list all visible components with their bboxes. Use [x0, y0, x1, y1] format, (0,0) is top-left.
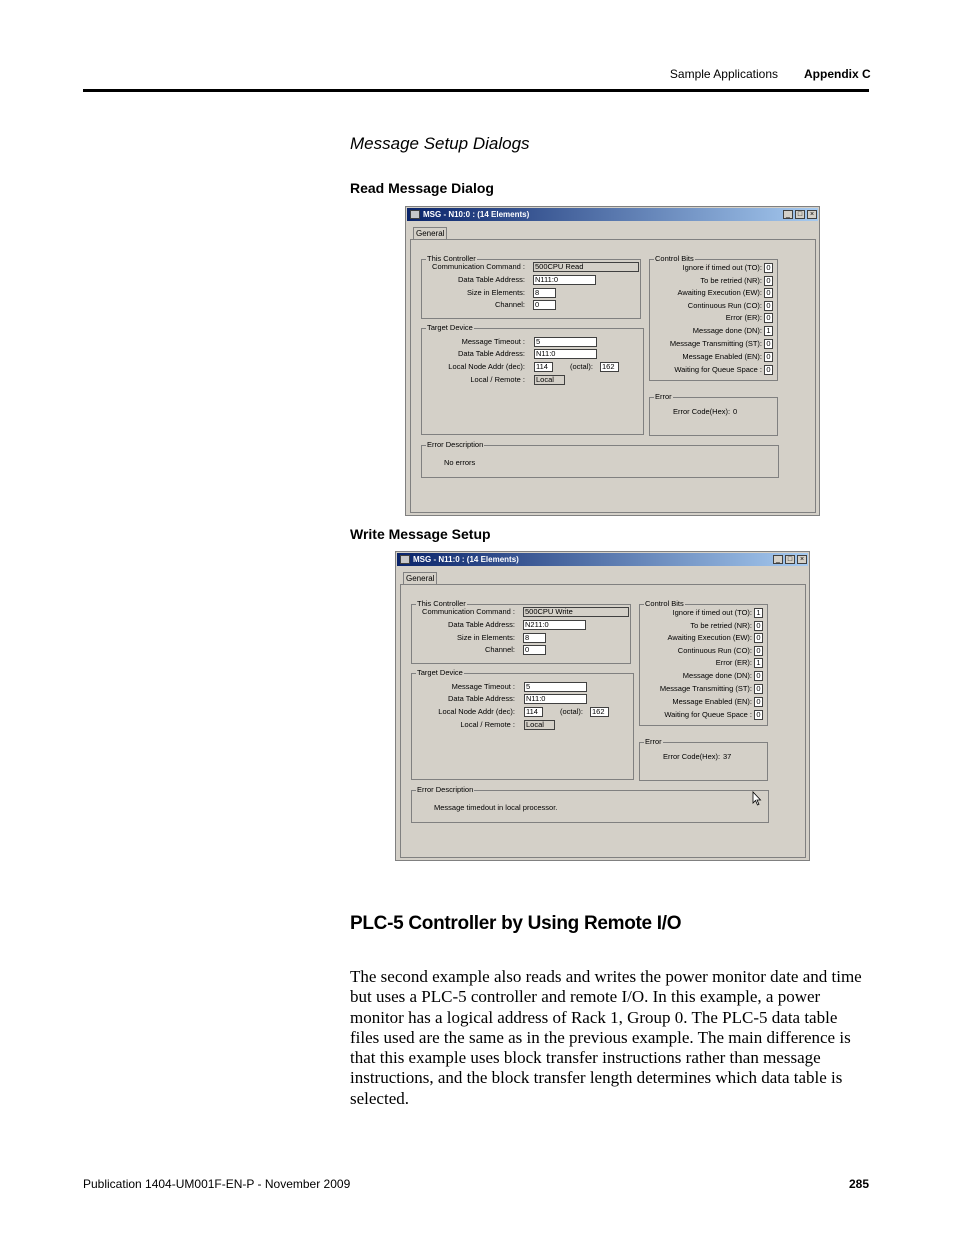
- subsection-title: Message Setup Dialogs: [350, 134, 530, 153]
- message-timeout-input[interactable]: 5: [524, 682, 587, 692]
- control-bit-label: Continuous Run (CO):: [677, 646, 752, 655]
- dialog-titlebar: [397, 553, 808, 566]
- msg-app-icon: [400, 555, 410, 564]
- local-remote-select[interactable]: Local: [534, 375, 565, 385]
- comm-command-label: Communication Command :: [422, 607, 515, 616]
- body-paragraph: The second example also reads and writes the power monitor date and time but uses a PLC-5 controller and remote I/O. In this example, a power monitor has a logical address of Rack 1, Group 0. The PLC-5 data table files used are the same as in the previous example. The main difference is that this example uses block transfer instructions rather than message instructions, and the block transfer length determines which data table is selected.: [350, 967, 862, 1108]
- control-bit-label: Error (ER):: [725, 313, 762, 322]
- group-title: Error Description: [427, 440, 484, 449]
- comm-command-select[interactable]: 500CPU Read: [533, 262, 639, 272]
- control-bit-value[interactable]: 0: [764, 276, 773, 286]
- error-code-value: 37: [723, 752, 732, 761]
- control-bit-value[interactable]: 0: [754, 710, 763, 720]
- target-data-table-address-input[interactable]: N11:0: [534, 349, 597, 359]
- control-bit-value[interactable]: 0: [754, 684, 763, 694]
- group-title: This Controller: [427, 254, 476, 263]
- control-bit-label: Message Transmitting (ST):: [669, 339, 762, 348]
- error-description-text: No errors: [444, 458, 476, 467]
- control-bit-value[interactable]: 0: [754, 633, 763, 643]
- dialog-title: MSG - N10:0 : (14 Elements): [423, 210, 530, 219]
- error-code-value: 0: [733, 407, 738, 416]
- target-data-table-address-label: Data Table Address:: [448, 694, 515, 703]
- octal-input[interactable]: 162: [590, 707, 609, 717]
- write-dialog-caption: Write Message Setup: [350, 526, 491, 542]
- control-bit-label: Message done (DN):: [682, 671, 752, 680]
- local-remote-label: Local / Remote :: [470, 375, 525, 384]
- section-heading: PLC-5 Controller by Using Remote I/O: [350, 913, 682, 934]
- running-header-appendix: Appendix C: [804, 67, 871, 81]
- error-description-text: Message timedout in local processor.: [434, 803, 558, 812]
- size-in-elements-input[interactable]: 8: [533, 288, 556, 298]
- channel-input[interactable]: 0: [523, 645, 546, 655]
- octal-input[interactable]: 162: [600, 362, 619, 372]
- data-table-address-label: Data Table Address:: [458, 275, 525, 284]
- local-remote-label: Local / Remote :: [460, 720, 515, 729]
- control-bit-value[interactable]: 1: [754, 608, 763, 618]
- control-bit-value[interactable]: 1: [754, 658, 763, 668]
- group-title: Error: [645, 737, 662, 746]
- control-bit-value[interactable]: 0: [754, 646, 763, 656]
- size-in-elements-label: Size in Elements:: [457, 633, 515, 642]
- control-bit-label: Awaiting Execution (EW):: [667, 633, 752, 642]
- channel-label: Channel:: [484, 645, 515, 654]
- read-dialog-caption: Read Message Dialog: [350, 180, 494, 196]
- group-title: Error Description: [417, 785, 474, 794]
- comm-command-label: Communication Command :: [432, 262, 525, 271]
- control-bit-label: Ignore if timed out (TO):: [672, 608, 752, 617]
- control-bit-label: Continuous Run (CO):: [687, 301, 762, 310]
- local-node-addr-label: Local Node Addr (dec):: [448, 362, 525, 371]
- control-bit-value[interactable]: 0: [764, 339, 773, 349]
- local-node-addr-input[interactable]: 114: [534, 362, 553, 372]
- tab-general[interactable]: General: [403, 572, 437, 584]
- size-in-elements-label: Size in Elements:: [467, 288, 525, 297]
- comm-command-select[interactable]: 500CPU Write: [523, 607, 629, 617]
- message-timeout-input[interactable]: 5: [534, 337, 597, 347]
- control-bit-value[interactable]: 0: [754, 671, 763, 681]
- minimize-button[interactable]: _: [783, 210, 793, 219]
- dialog-title: MSG - N11:0 : (14 Elements): [413, 555, 519, 564]
- control-bit-label: Message Enabled (EN):: [672, 697, 752, 706]
- page-number: 285: [849, 1177, 870, 1191]
- dialog-titlebar: [407, 208, 818, 221]
- message-timeout-label: Message Timeout :: [451, 682, 515, 691]
- minimize-button[interactable]: _: [773, 555, 783, 564]
- msg-app-icon: [410, 210, 420, 219]
- group-title: Error: [655, 392, 672, 401]
- data-table-address-input[interactable]: N211:0: [523, 620, 586, 630]
- close-button[interactable]: ×: [797, 555, 807, 564]
- control-bit-label: Message Enabled (EN):: [682, 352, 762, 361]
- maximize-button[interactable]: □: [795, 210, 805, 219]
- control-bit-value[interactable]: 0: [764, 263, 773, 273]
- maximize-button[interactable]: □: [785, 555, 795, 564]
- local-node-addr-input[interactable]: 114: [524, 707, 543, 717]
- local-remote-select[interactable]: Local: [524, 720, 555, 730]
- running-header-section: Sample Applications: [669, 67, 778, 81]
- mouse-pointer-icon: [752, 791, 762, 807]
- control-bit-label: Awaiting Execution (EW):: [677, 288, 762, 297]
- control-bit-label: Ignore if timed out (TO):: [682, 263, 762, 272]
- target-data-table-address-input[interactable]: N11:0: [524, 694, 587, 704]
- tab-general[interactable]: General: [413, 227, 447, 239]
- control-bit-value[interactable]: 0: [764, 365, 773, 375]
- data-table-address-input[interactable]: N111:0: [533, 275, 596, 285]
- control-bit-label: Waiting for Queue Space :: [664, 710, 752, 719]
- control-bit-label: Message done (DN):: [692, 326, 762, 335]
- target-device-group: [411, 668, 634, 780]
- target-data-table-address-label: Data Table Address:: [458, 349, 525, 358]
- error-code-label: Error Code(Hex):: [663, 752, 721, 761]
- local-node-addr-label: Local Node Addr (dec):: [438, 707, 515, 716]
- group-title: This Controller: [417, 599, 466, 608]
- error-code-label: Error Code(Hex):: [673, 407, 731, 416]
- header-rule: [83, 89, 869, 92]
- control-bit-value[interactable]: 0: [764, 352, 773, 362]
- control-bit-value[interactable]: 0: [754, 697, 763, 707]
- control-bit-value[interactable]: 1: [764, 326, 773, 336]
- control-bit-value[interactable]: 0: [754, 621, 763, 631]
- message-timeout-label: Message Timeout :: [461, 337, 525, 346]
- close-button[interactable]: ×: [807, 210, 817, 219]
- write-message-dialog: [395, 551, 810, 861]
- control-bit-value[interactable]: 0: [764, 301, 773, 311]
- group-title: Control Bits: [645, 599, 684, 608]
- data-table-address-label: Data Table Address:: [448, 620, 515, 629]
- group-title: Target Device: [417, 668, 463, 677]
- channel-label: Channel:: [494, 300, 525, 309]
- control-bit-value[interactable]: 0: [764, 288, 773, 298]
- control-bit-label: To be retried (NR):: [690, 621, 752, 630]
- control-bit-label: Message Transmitting (ST):: [659, 684, 752, 693]
- channel-input[interactable]: 0: [533, 300, 556, 310]
- group-title: Target Device: [427, 323, 473, 332]
- target-device-group: [421, 323, 644, 435]
- octal-label: (octal):: [570, 362, 593, 371]
- footer-publication: Publication 1404-UM001F-EN-P - November 2009: [83, 1177, 351, 1191]
- control-bit-value[interactable]: 0: [764, 313, 773, 323]
- control-bit-label: Error (ER):: [715, 658, 752, 667]
- size-in-elements-input[interactable]: 8: [523, 633, 546, 643]
- read-message-dialog: [405, 206, 820, 516]
- octal-label: (octal):: [560, 707, 583, 716]
- control-bit-label: To be retried (NR):: [700, 276, 762, 285]
- control-bit-label: Waiting for Queue Space :: [674, 365, 762, 374]
- group-title: Control Bits: [655, 254, 694, 263]
